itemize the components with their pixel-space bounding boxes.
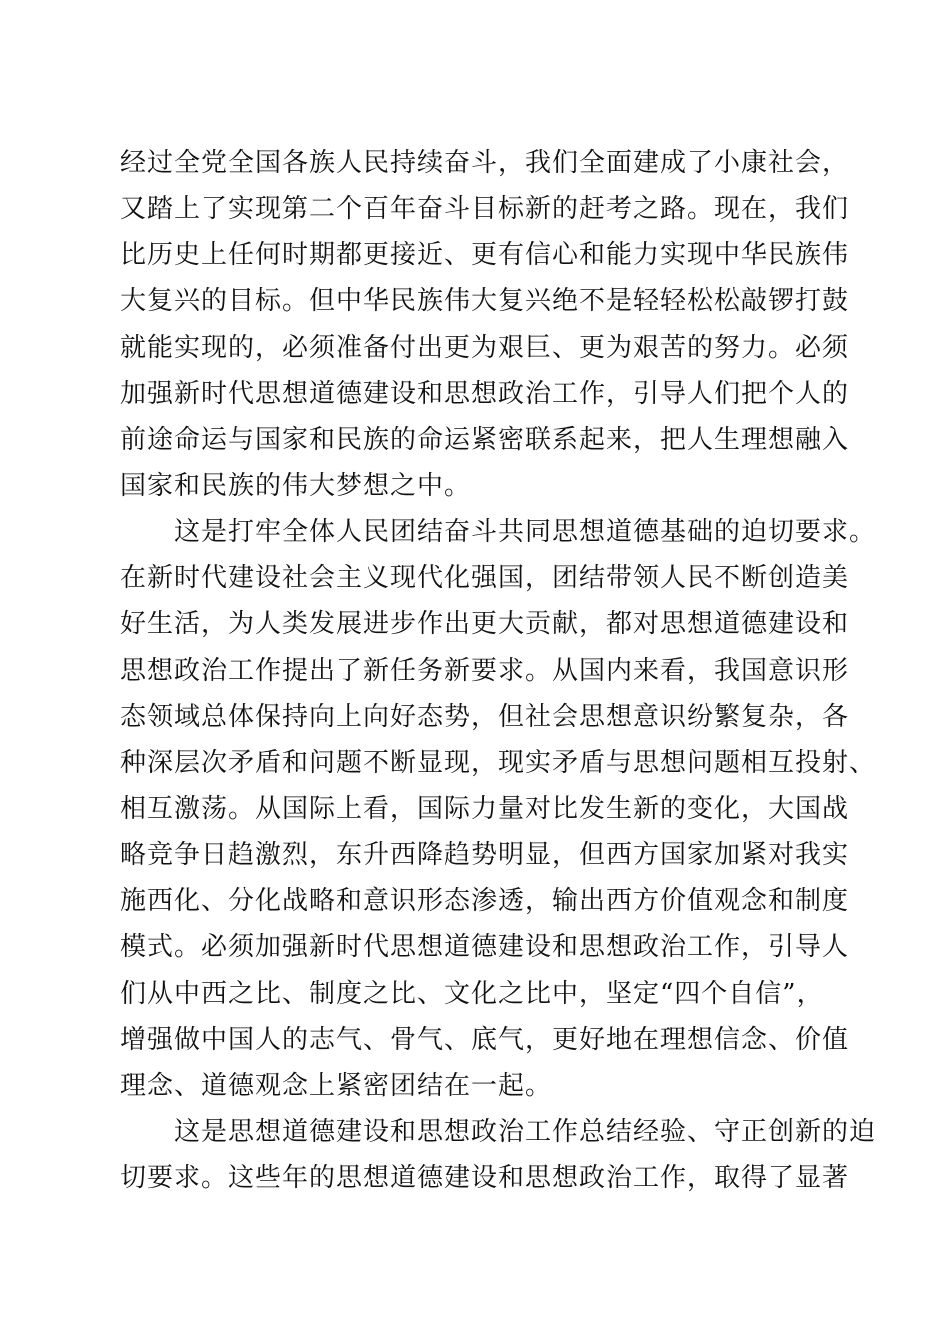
text-line: 们从中西之比、制度之比、文化之比中，坚定“四个自信”， (120, 978, 824, 1009)
paragraph-3 (120, 1109, 877, 1201)
text-line: 相互激荡。从国际上看，国际力量对比发生新的变化，大国战 (120, 793, 850, 824)
text-line: 国家和民族的伟大梦想之中。 (120, 470, 472, 501)
text-line: 比历史上任何时期都更接近、更有信心和能力实现中华民族伟 (120, 240, 850, 271)
document-body (120, 140, 877, 1201)
text-line: 模式。必须加强新时代思想道德建设和思想政治工作，引导人 (120, 932, 850, 963)
text-line: 施西化、分化战略和意识形态渗透，输出西方价值观念和制度 (120, 886, 850, 917)
text-line: 又踏上了实现第二个百年奋斗目标新的赶考之路。现在，我们 (120, 194, 850, 225)
text-line: 思想政治工作提出了新任务新要求。从国内来看，我国意识形 (120, 655, 850, 686)
text-line: 前途命运与国家和民族的命运紧密联系起来，把人生理想融入 (120, 424, 850, 455)
text-line: 切要求。这些年的思想道德建设和思想政治工作，取得了显著 (120, 1163, 850, 1194)
text-line: 经过全党全国各族人民持续奋斗，我们全面建成了小康社会， (120, 148, 850, 178)
text-line: 好生活，为人类发展进步作出更大贡献，都对思想道德建设和 (120, 609, 850, 640)
paragraph-1 (120, 140, 850, 509)
text-line: 大复兴的目标。但中华民族伟大复兴绝不是轻轻松松敲锣打鼓 (120, 286, 850, 317)
text-line: 增强做中国人的志气、骨气、底气，更好地在理想信念、价值 (120, 1024, 850, 1055)
text-line: 加强新时代思想道德建设和思想政治工作，引导人们把个人的 (120, 378, 850, 409)
text-line: 就能实现的，必须准备付出更为艰巨、更为艰苦的努力。必须 (120, 332, 850, 363)
paragraph-2 (120, 509, 877, 1109)
text-line: 略竞争日趋激烈，东升西降趋势明显，但西方国家加紧对我实 (120, 840, 850, 871)
text-line: 这是思想道德建设和思想政治工作总结经验、守正创新的迫 (120, 1116, 877, 1147)
text-line: 种深层次矛盾和问题不断显现，现实矛盾与思想问题相互投射、 (120, 747, 877, 778)
text-line: 理念、道德观念上紧密团结在一起。 (120, 1070, 553, 1101)
text-line: 态领域总体保持向上向好态势，但社会思想意识纷繁复杂，各 (120, 701, 850, 732)
text-line: 这是打牢全体人民团结奋斗共同思想道德基础的迫切要求。 (120, 517, 877, 548)
text-line: 在新时代建设社会主义现代化强国，团结带领人民不断创造美 (120, 563, 850, 594)
